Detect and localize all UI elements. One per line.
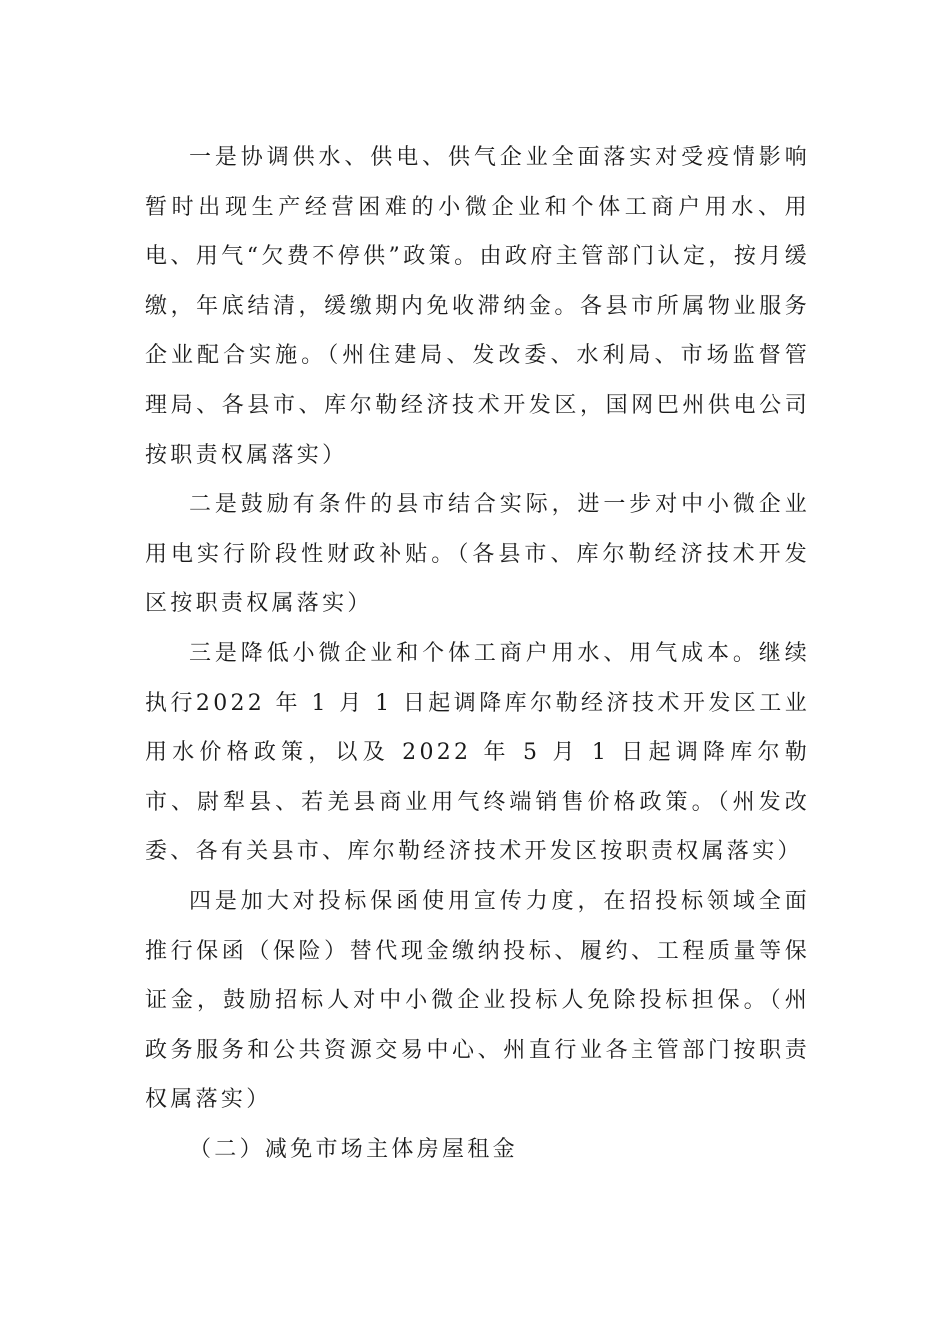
paragraph-utilities-no-cutoff: 一是协调供水、供电、供气企业全面落实对受疫情影响暂时出现生产经营困难的小微企业和个体工商户用水、用电、用气“欠费不停供”政策。由政府主管部门认定，按月缓缴，年底结清，缓缴期内免收滞纳金。各县市所属物业服务企业配合实施。（州住建局、发改委、水利局、市场监督管理局、各县市、库尔勒经济技术开发区，国网巴州供电公司按职责权属落实） xyxy=(145,145,810,468)
paragraph-bid-guarantee: 四是加大对投标保函使用宣传力度，在招投标领域全面推行保函（保险）替代现金缴纳投标、履约、工程质量等保证金，鼓励招标人对中小微企业投标人免除投标担保。（州政务服务和公共资源交易中心、州直行业各主管部门按职责权属落实） xyxy=(145,888,810,1113)
paragraph-electricity-subsidy: 二是鼓励有条件的县市结合实际，进一步对中小微企业用电实行阶段性财政补贴。（各县市、库尔勒经济技术开发区按职责权属落实） xyxy=(145,492,810,617)
document-body xyxy=(145,133,810,1174)
section-heading-rent-reduction: （二）减免市场主体房屋租金 xyxy=(189,1136,518,1162)
paragraph-water-gas-cost: 三是降低小微企业和个体工商户用水、用气成本。继续执行2022 年 1 月 1 日起调降库尔勒经济技术开发区工业用水价格政策，以及 2022 年 5 月 1 日起调降库尔勒市、尉犁县、若羌县商业用气终端销售价格政策。（州发改委、各有关县市、库尔勒经济技术开发区按职责权属落实） xyxy=(145,640,810,865)
